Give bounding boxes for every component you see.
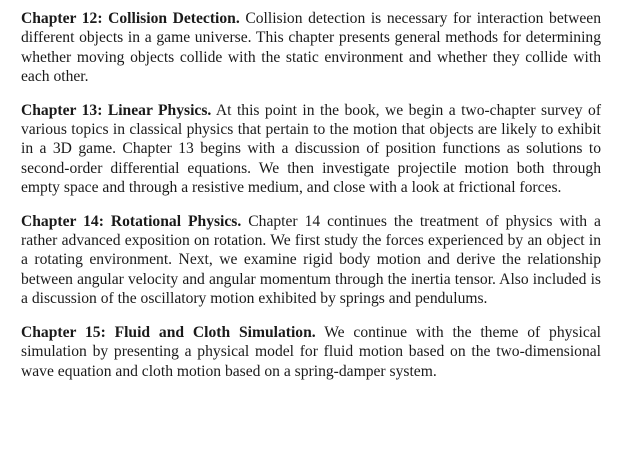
chapter-15-heading: Chapter 15: Fluid and Cloth Simulation. [21,323,316,341]
chapter-13-paragraph [21,101,601,198]
chapter-12-paragraph [21,9,601,87]
chapter-14-heading: Chapter 14: Rotational Physics. [21,212,242,230]
document-page [21,9,601,381]
chapter-14-body: Chapter 14 continues the treatment of physics with a rather advanced exposition on rotation. We first study the forces experienced by an object in a rotating environment. Next, we examine rigid body motion and derive the relationship between angular velocity and angular momentum through the inertia tensor. Also included is a discussion of the oscillatory motion exhibited by springs and pendulums. [21,212,601,308]
chapter-12-body: Collision detection is necessary for interaction between different objects in a game universe. This chapter presents general methods for determining whether moving objects collide with the static environment and whether they collide with each other. [21,10,601,86]
chapter-15-body: We continue with the theme of physical simulation by presenting a physical model for fluid motion based on the two-dimensional wave equation and cloth motion based on a spring-damper system. [21,323,602,380]
chapter-12-heading: Chapter 12: Collision Detection. [21,10,240,27]
chapter-14-paragraph [21,212,601,309]
chapter-13-heading: Chapter 13: Linear Physics. [21,101,212,119]
chapter-13-body: At this point in the book, we begin a two-chapter survey of various topics in classical physics that pertain to the motion that objects are likely to exhibit in a 3D game. Chapter 13 begins with a discussion of position functions as solutions to second-order differential equations. We then investigate projectile motion both through empty space and through a resistive medium, and close with a look at frictional forces. [21,101,602,197]
chapter-15-paragraph [21,323,601,381]
